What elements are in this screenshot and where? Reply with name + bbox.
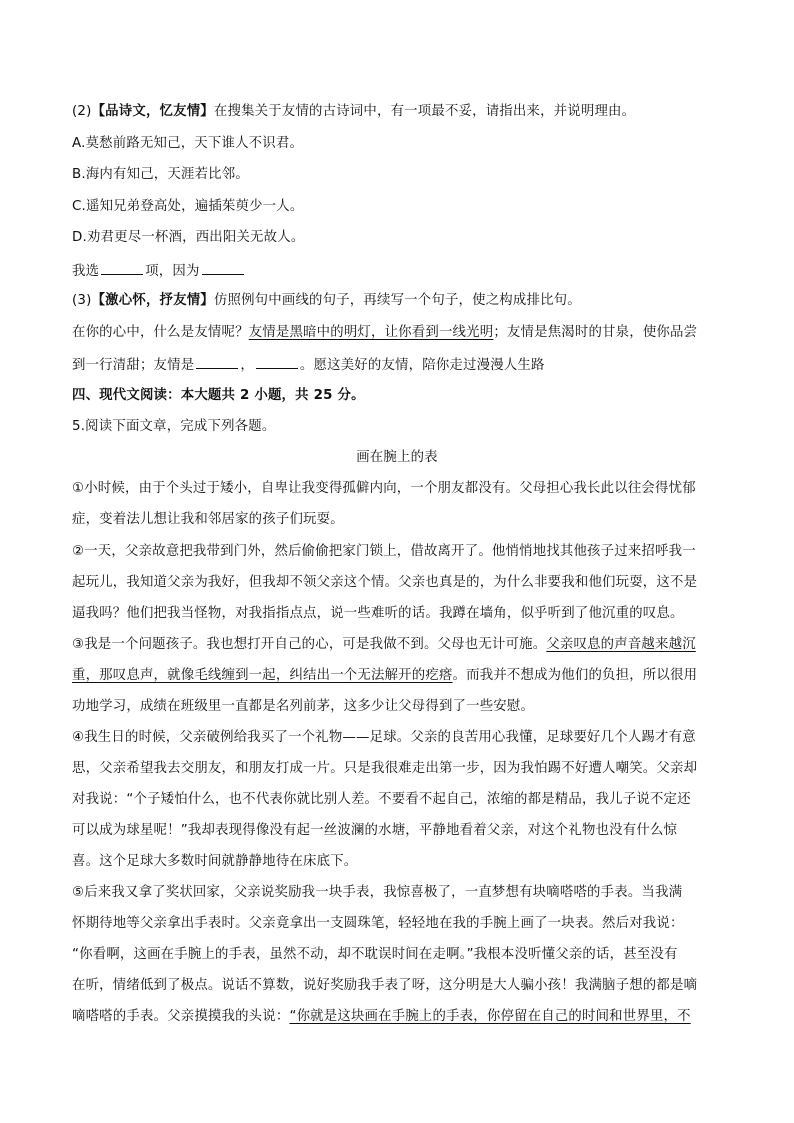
paragraph-5-line: “你看啊，这画在手腕上的手表，虽然不动，却不耽误时间在走啊。”我根本没听懂父亲的话，甚至没有	[72, 947, 678, 962]
paragraph-1-line: 症，变着法儿想让我和邻居家的孩子们玩耍。	[72, 512, 344, 527]
paragraph-4-line: 对我说：“个子矮怕什么，也不代表你就比别人差。不要看不起自己，浓缩的都是精品，我儿子说不定还	[72, 792, 691, 807]
paragraph-3-line: ③我是一个问题孩子。我也想打开自己的心，可是我做不到。父母也无计可施。父亲叹息的声音越来越沉	[72, 637, 696, 652]
option-b: B.海内有知己，天涯若比邻。	[72, 167, 249, 182]
example-sentence-line2: 到一行清甜；友情是 ， 。愿这美好的友情，陪你走过漫漫人生路	[72, 355, 545, 375]
paragraph-5-line: 嘀嗒嗒的手表。父亲摸摸我的头说：“你就是这块画在手腕上的手表，你停留在自己的时间和世界里，不	[72, 1009, 691, 1024]
option-d: D.劝君更尽一杯酒，西出阳关无故人。	[72, 230, 305, 245]
fill-blank-1[interactable]	[196, 355, 238, 369]
section-heading: 四、现代文阅读：本大题共 2 小题，共 25 分。	[72, 388, 365, 403]
paragraph-5-line: ⑤后来我又拿了奖状回家，父亲说奖励我一块手表，我惊喜极了，一直梦想有块嘀嗒嗒的手表。当我满	[72, 885, 683, 900]
question-2-prompt: (2)【品诗文，忆友情】在搜集关于友情的古诗词中，有一项最不妥，请指出来，并说明理由。	[72, 104, 636, 119]
paragraph-3-line: 功地学习，成绩在班级里一直都是名列前茅，这多少让父母得到了一些安慰。	[72, 699, 535, 714]
answer-line: 我选 项，因为	[72, 261, 246, 281]
paragraph-4-line: 思，父亲希望我去交朋友，和朋友打成一片。只是我很难走出第一步，因为我怕踢不好遭人嘲笑。父亲却	[72, 761, 698, 776]
question-3-prompt: (3)【激心怀，抒友情】仿照例句中画线的句子，再续写一个句子，使之构成排比句。	[72, 293, 581, 308]
answer-blank-2[interactable]	[202, 261, 244, 275]
paragraph-4-line: ④我生日的时候，父亲破例给我买了一个礼物——足球。父亲的良苦用心我懂，足球要好几个人踢才有意	[72, 730, 696, 745]
question-5-prompt: 5.阅读下面文章，完成下列各题。	[72, 419, 276, 434]
answer-blank-1[interactable]	[101, 261, 143, 275]
paragraph-4-line: 喜。这个足球大多数时间就静静地待在床底下。	[72, 854, 358, 869]
option-c: C.遥知兄弟登高处，遍插茱萸少一人。	[72, 199, 304, 214]
paragraph-4-line: 可以成为球星呢！”我却表现得像没有起一丝波澜的水塘，平静地看着父亲，对这个礼物也没有什么惊	[72, 823, 678, 838]
paragraph-1-line: ①小时候，由于个头过于矮小，自卑让我变得孤僻内向，一个朋友都没有。父母担心我长此以往会得忧郁	[72, 481, 696, 496]
option-a: A.莫愁前路无知己，天下谁人不识君。	[72, 136, 304, 151]
paragraph-2-line: ②一天，父亲故意把我带到门外，然后偷偷把家门锁上，借故离开了。他悄悄地找其他孩子过来招呼我一	[72, 544, 696, 559]
article-title: 画在腕上的表	[356, 450, 438, 465]
fill-blank-2[interactable]	[256, 355, 298, 369]
paragraph-2-line: 起玩儿，我知道父亲为我好，但我却不领父亲这个情。父亲也真是的，为什么非要我和他们玩耍，这不是	[72, 575, 698, 590]
paragraph-5-line: 怀期待地等父亲拿出手表时。父亲竟拿出一支圆珠笔，轻轻地在我的手腕上画了一块表。然后对我说：	[72, 916, 684, 931]
paragraph-5-line: 在听，情绪低到了极点。说话不算数，说好奖励我手表了呀，这分明是大人骗小孩！我满脑子想的都是嘀	[72, 978, 698, 993]
paragraph-3-line: 重，那叹息声，就像毛线缠到一起，纠结出一个无法解开的疙瘩。而我并不想成为他们的负担，所以很用	[72, 668, 698, 683]
example-sentence-line1: 在你的心中，什么是友情呢？友情是黑暗中的明灯，让你看到一线光明；友情是焦渴时的甘泉，使你品尝	[72, 325, 698, 340]
paragraph-2-line: 逼我吗？他们把我当怪物，对我指指点点，说一些难听的话。我蹲在墙角，似乎听到了他沉重的叹息。	[72, 606, 684, 621]
